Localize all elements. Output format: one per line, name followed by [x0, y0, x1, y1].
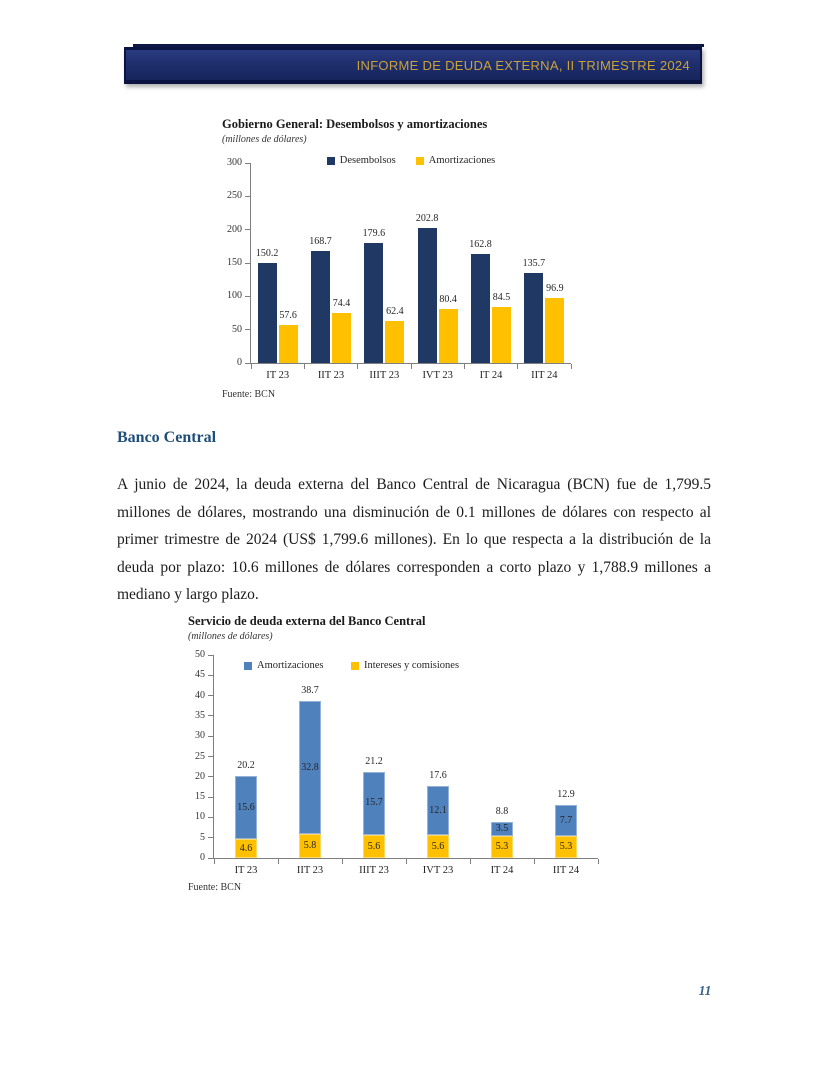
x-axis-tick — [357, 364, 358, 369]
bar-amortizaciones — [545, 298, 564, 363]
y-axis-tick — [208, 837, 213, 838]
total-value-label: 38.7 — [301, 685, 319, 697]
segment-value-label: 3.5 — [495, 823, 509, 835]
segment-value-label: 4.6 — [239, 842, 253, 854]
bar-value-label: 150.2 — [255, 247, 279, 259]
bar-value-label: 62.4 — [386, 306, 404, 318]
legend-item — [244, 660, 323, 671]
chart-servicio-deuda-bcn — [188, 614, 618, 904]
y-axis-tick-label: 5 — [200, 831, 205, 843]
y-axis-tick-label: 200 — [227, 223, 242, 235]
y-axis-tick-label: 25 — [195, 750, 205, 762]
y-axis-tick — [245, 296, 250, 297]
category-label: IIT 23 — [296, 865, 324, 876]
bar-amortizaciones — [385, 321, 404, 363]
x-axis-tick — [304, 364, 305, 369]
report-header-banner — [124, 47, 702, 84]
y-axis-tick — [208, 655, 213, 656]
category-label: IT 23 — [234, 865, 258, 876]
y-axis-tick — [208, 715, 213, 716]
bar-value-label: 135.7 — [522, 257, 546, 269]
segment-value-label: 12.1 — [429, 804, 447, 816]
report-title: INFORME DE DEUDA EXTERNA, II TRIMESTRE 2024 — [356, 58, 690, 73]
y-axis-tick — [245, 263, 250, 264]
y-axis-tick — [245, 329, 250, 330]
y-axis-tick — [245, 163, 250, 164]
y-axis-tick-label: 300 — [227, 157, 242, 168]
category-label: IIT 23 — [317, 370, 345, 381]
bar-value-label: 74.4 — [332, 298, 351, 310]
y-axis-tick — [245, 196, 250, 197]
x-axis-tick — [534, 859, 535, 864]
legend-swatch-icon — [327, 157, 335, 165]
chart-legend — [251, 155, 571, 166]
bar-value-label: 96.9 — [546, 283, 564, 295]
chart-plot-area — [227, 155, 571, 381]
y-axis-tick — [208, 695, 213, 696]
total-value-label: 17.6 — [429, 770, 447, 782]
bar-amortizaciones — [439, 309, 458, 363]
category-label: IIT 24 — [531, 370, 558, 381]
y-axis-tick — [245, 229, 250, 230]
y-axis-tick — [208, 797, 213, 798]
category-label: IIIT 23 — [369, 370, 400, 381]
segment-value-label: 7.7 — [559, 814, 573, 826]
bar-amortizaciones — [279, 325, 298, 363]
y-axis-tick-label: 20 — [195, 770, 205, 782]
legend-swatch-icon — [351, 662, 359, 670]
bar-value-label: 162.8 — [469, 239, 492, 251]
x-axis-tick — [571, 364, 572, 369]
body-paragraph: A junio de 2024, la deuda externa del Banco Central de Nicaragua (BCN) fue de 1,799.5 millones de dólares, mostrando una disminución de 0.1 millones de dólares con respecto al primer trimestre de 2024 (US$ 1,799.6 millones). En lo que respecta a la distribución de la deuda por plazo: 10.6 millones de dólares corresponden a corto plazo y 1,788.9 millones a mediano y largo plazo. — [117, 476, 711, 603]
legend-label: Intereses y comisiones — [364, 660, 460, 671]
chart-plot-area — [195, 649, 598, 876]
bar-value-label: 179.6 — [362, 228, 386, 240]
x-axis-tick — [598, 859, 599, 864]
y-axis-tick-label: 0 — [200, 852, 205, 863]
segment-value-label: 32.8 — [301, 761, 319, 773]
x-axis-tick — [464, 364, 465, 369]
legend-item — [327, 155, 396, 166]
y-axis-tick-label: 30 — [195, 730, 205, 742]
bar-amortizaciones — [492, 307, 511, 363]
category-label: IVT 23 — [422, 865, 454, 876]
y-axis-tick-label: 35 — [195, 709, 205, 721]
y-axis-tick-label: 100 — [227, 290, 242, 302]
y-axis-tick-label: 150 — [227, 257, 242, 268]
segment-value-label: 5.6 — [367, 840, 381, 852]
y-axis-tick-label: 40 — [195, 689, 205, 701]
bar-value-label: 202.8 — [415, 212, 439, 224]
bar-amortizaciones — [332, 313, 351, 363]
chart-subtitle: (millones de dólares) — [188, 631, 273, 642]
x-axis-tick — [406, 859, 407, 864]
legend-swatch-icon — [244, 662, 252, 670]
chart-title: Servicio de deuda externa del Banco Central — [188, 614, 426, 628]
legend-label: Amortizaciones — [257, 660, 324, 671]
y-axis-tick — [208, 675, 213, 676]
category-label: IT 23 — [266, 370, 290, 381]
y-axis-tick-label: 50 — [232, 323, 242, 335]
bar-value-label: 168.7 — [309, 235, 332, 247]
legend-label: Amortizaciones — [428, 155, 496, 166]
y-axis-tick — [245, 363, 250, 364]
y-axis-tick-label: 0 — [237, 357, 242, 368]
bar-value-label: 80.4 — [439, 294, 457, 306]
legend-item — [416, 155, 495, 166]
x-axis-tick — [251, 364, 252, 369]
total-value-label: 20.2 — [237, 760, 255, 771]
page-number: 11 — [698, 983, 712, 998]
category-label: IVT 23 — [422, 370, 453, 381]
category-label: IT 24 — [479, 370, 503, 381]
legend-swatch-icon — [416, 157, 424, 165]
bar-value-label: 57.6 — [279, 309, 297, 321]
x-axis-tick — [278, 859, 279, 864]
total-value-label: 8.8 — [495, 806, 509, 818]
chart-source: Fuente: BCN — [222, 389, 276, 400]
x-axis-tick — [517, 364, 518, 369]
bar-value-label: 84.5 — [492, 291, 511, 303]
total-value-label: 21.2 — [365, 755, 383, 767]
category-label: IIIT 23 — [359, 865, 389, 876]
chart-subtitle: (millones de dólares) — [222, 134, 307, 145]
y-axis-tick-label: 15 — [195, 791, 205, 803]
y-axis-tick — [208, 776, 213, 777]
segment-value-label: 15.7 — [365, 797, 383, 809]
legend-item — [351, 660, 459, 671]
category-label: IIT 24 — [552, 865, 580, 876]
y-axis-tick — [208, 736, 213, 737]
x-axis-tick — [342, 859, 343, 864]
segment-value-label: 5.3 — [559, 841, 573, 853]
x-axis-tick — [470, 859, 471, 864]
y-axis-tick-label: 45 — [195, 669, 205, 681]
x-axis-tick — [411, 364, 412, 369]
y-axis-tick — [208, 756, 213, 757]
legend-label: Desembolsos — [339, 155, 396, 166]
segment-value-label: 5.6 — [431, 840, 445, 852]
total-value-label: 12.9 — [557, 789, 575, 801]
segment-value-label: 15.6 — [237, 801, 255, 813]
section-heading: Banco Central — [117, 429, 217, 446]
y-axis-tick — [208, 858, 213, 859]
chart-gobierno-general — [222, 117, 592, 409]
bar-desembolsos — [364, 243, 383, 363]
bar-desembolsos — [471, 254, 490, 363]
y-axis-tick-label: 10 — [195, 811, 205, 823]
y-axis-tick-label: 250 — [227, 190, 242, 202]
category-label: IT 24 — [490, 865, 514, 876]
chart-title: Gobierno General: Desembolsos y amortizaciones — [222, 117, 488, 131]
segment-value-label: 5.3 — [495, 841, 509, 853]
y-axis-tick-label: 50 — [195, 649, 205, 660]
chart-source: Fuente: BCN — [188, 882, 242, 893]
segment-value-label: 5.8 — [303, 840, 317, 852]
y-axis-tick — [208, 817, 213, 818]
x-axis-tick — [214, 859, 215, 864]
